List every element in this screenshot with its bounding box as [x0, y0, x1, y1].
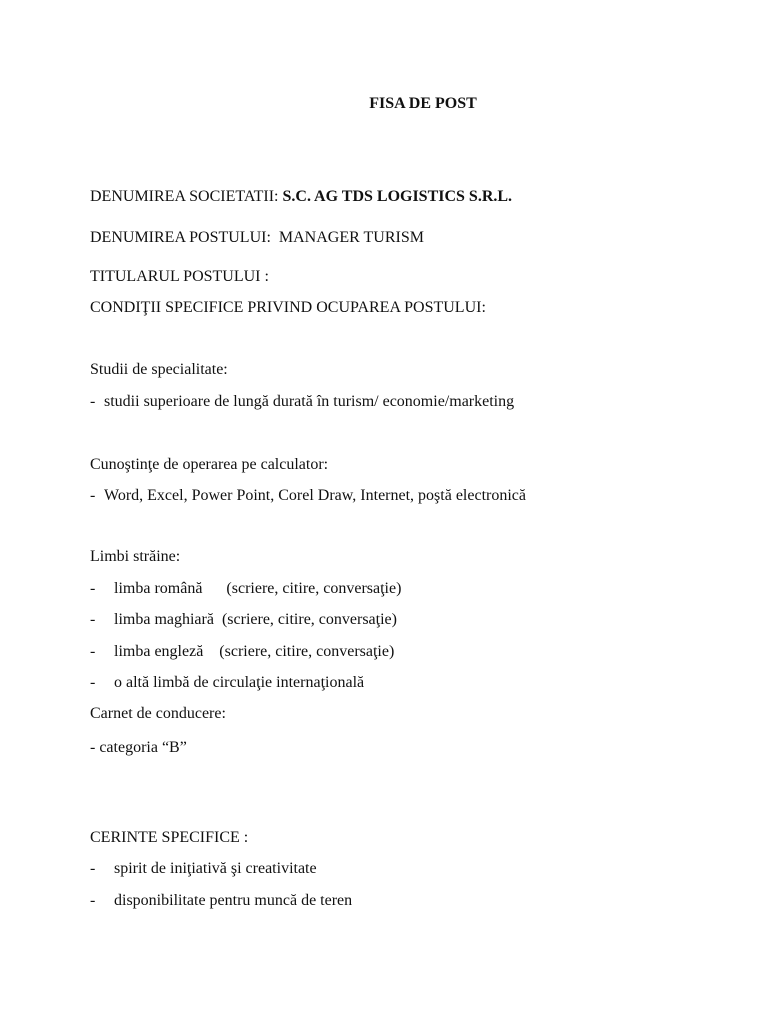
dash: -	[90, 892, 96, 909]
languages-heading: Limbi străine:	[90, 548, 181, 565]
computer-item: Word, Excel, Power Point, Corel Draw, Internet, poştă electronică	[104, 487, 526, 504]
dash: -	[90, 674, 96, 691]
license-item: - categoria “B”	[90, 739, 187, 756]
dash: -	[90, 860, 96, 877]
language-item: limba engleză (scriere, citire, conversaţie)	[114, 643, 395, 660]
dash: -	[90, 611, 96, 628]
dash: -	[90, 393, 96, 410]
list-item	[90, 642, 394, 662]
conditions-heading: CONDIŢII SPECIFICE PRIVIND OCUPAREA POSTULUI:	[90, 299, 486, 316]
list-item	[90, 579, 401, 599]
holder-line: TITULARUL POSTULUI :	[90, 268, 269, 285]
dash: -	[90, 487, 96, 504]
language-item: o altă limbă de circulaţie internaţională	[114, 674, 365, 691]
dash: -	[90, 643, 96, 660]
studies-heading: Studii de specialitate:	[90, 361, 228, 378]
language-item: limba română (scriere, citire, conversaţie)	[114, 580, 402, 597]
list-item	[90, 891, 352, 911]
document-title: FISA DE POST	[369, 95, 477, 112]
requirement-item: disponibilitate pentru muncă de teren	[114, 892, 353, 909]
list-item	[90, 610, 397, 630]
studies-item: studii superioare de lungă durată în turism/ economie/marketing	[104, 393, 515, 410]
list-item	[90, 392, 514, 412]
company-name: S.C. AG TDS LOGISTICS S.R.L.	[282, 188, 513, 205]
company-label: DENUMIREA SOCIETATII:	[90, 188, 283, 205]
list-item	[90, 673, 364, 693]
list-item	[90, 859, 317, 879]
requirements-heading: CERINTE SPECIFICE :	[90, 829, 249, 846]
list-item	[90, 486, 526, 506]
company-line	[90, 187, 512, 207]
requirement-item: spirit de iniţiativă şi creativitate	[114, 860, 317, 877]
position-name: MANAGER TURISM	[278, 229, 424, 246]
computer-heading: Cunoştinţe de operarea pe calculator:	[90, 456, 329, 473]
position-label: DENUMIREA POSTULUI:	[90, 229, 279, 246]
license-heading: Carnet de conducere:	[90, 705, 226, 722]
language-item: limba maghiară (scriere, citire, conversaţie)	[114, 611, 397, 628]
dash: -	[90, 580, 96, 597]
position-line	[90, 228, 424, 248]
